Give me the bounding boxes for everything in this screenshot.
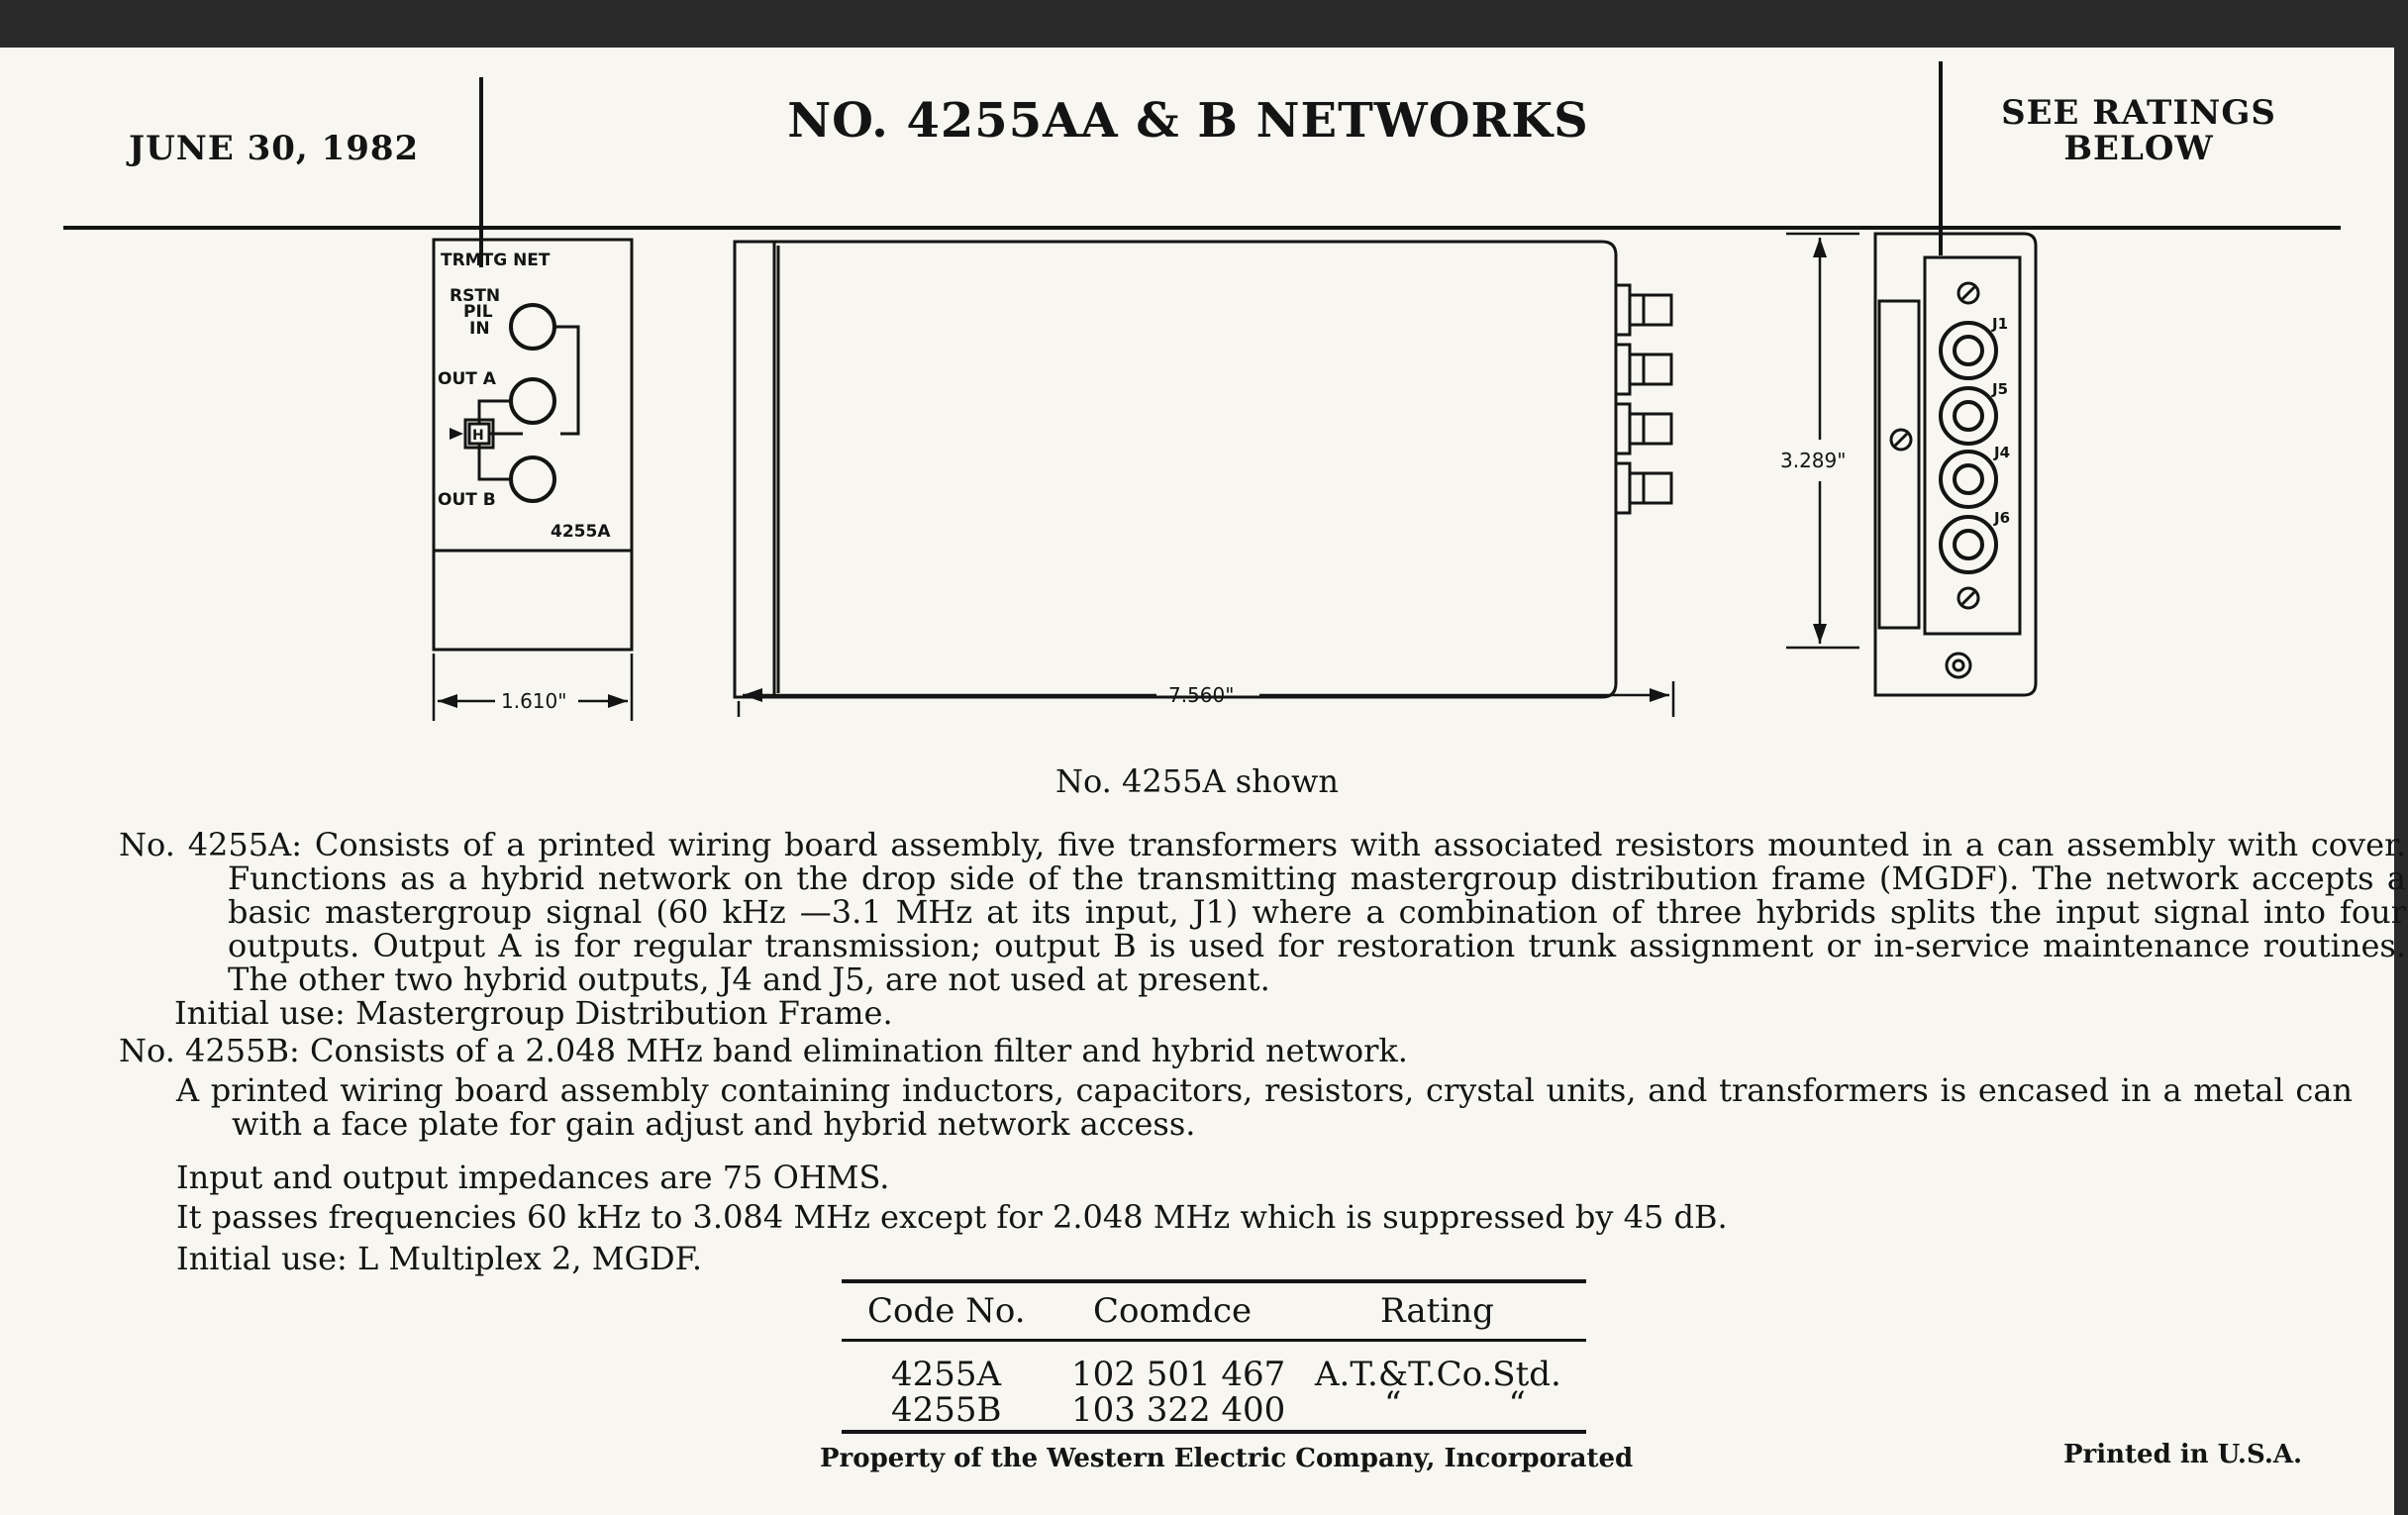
panel-jack1-label-2: PIL xyxy=(463,302,493,322)
technical-drawing xyxy=(0,48,2394,760)
description-4255b-text: Consists of a 2.048 MHz band elimination filter and hybrid network. xyxy=(309,1032,1408,1069)
table-header-code: Code No. xyxy=(867,1291,1026,1331)
description-4255a xyxy=(119,828,2406,996)
dimension-length: 7.560" xyxy=(1168,683,1235,707)
side-connectors xyxy=(1616,285,1671,513)
dimension-width: 1.610" xyxy=(501,689,567,713)
header-date: JUNE 30, 1982 xyxy=(129,129,420,168)
table-top-rule xyxy=(842,1279,1586,1283)
description-4255a-text: Consists of a printed wiring board assembly, five transformers with associated resistors mounted in a can assembly with cover. Functions as a hybrid network on the drop side of the transmitting mastergroup distribution frame (MGDF). The network accepts a basic mastergroup signal (60 kHz —3.1 MHz at its input, J1) where a combination of three hybrids splits the input signal into four outputs. Output A is for regular transmission; output B is used for restoration trunk assignment or in-service maintenance routines. The other two hybrid outputs, J4 and J5, are not used at present. xyxy=(228,826,2407,998)
jack-label-j6: J6 xyxy=(1994,509,2011,527)
table-bottom-rule xyxy=(842,1430,1586,1434)
table-header-rating: Rating xyxy=(1380,1291,1494,1331)
description-4255b-para2: Input and output impedances are 75 OHMS. xyxy=(176,1159,890,1196)
dimension-height: 3.289" xyxy=(1780,449,1847,472)
panel-jack3-label: OUT B xyxy=(438,490,496,510)
panel-jack2-label: OUT A xyxy=(438,369,496,389)
side-view xyxy=(735,242,1671,697)
jack-label-j1: J1 xyxy=(1992,315,2009,333)
table-header-comcode: Coomdce xyxy=(1093,1291,1253,1331)
panel-title: TRMTG NET xyxy=(441,251,551,270)
ratings-line-1: SEE RATINGS xyxy=(2001,93,2276,133)
table-cell-rating-2: “ “ xyxy=(1384,1384,1526,1424)
panel-model-label: 4255A xyxy=(551,522,611,542)
table-cell-code-1: 4255A xyxy=(891,1355,1002,1394)
description-4255b xyxy=(119,1034,2297,1067)
data-card xyxy=(0,48,2407,1515)
panel-hybrid-label: H xyxy=(472,428,484,444)
jack-label-j5: J5 xyxy=(1992,380,2009,398)
description-4255b-para3: It passes frequencies 60 kHz to 3.084 MHz except for 2.048 MHz which is suppressed by 45 dB. xyxy=(176,1198,1728,1236)
header-title: NO. 4255AA & B NETWORKS xyxy=(787,93,1589,149)
footer-printed: Printed in U.S.A. xyxy=(2063,1440,2303,1469)
table-cell-comcode-1: 102 501 467 xyxy=(1071,1355,1286,1394)
dimension-lines xyxy=(434,234,1859,721)
description-4255b-initial-use: Initial use: L Multiplex 2, MGDF. xyxy=(176,1240,703,1277)
table-cell-rating-1: A.T.&T.Co.Std. xyxy=(1315,1355,1561,1394)
table-header-rule xyxy=(842,1339,1586,1342)
footer-property: Property of the Western Electric Company, Incorporated xyxy=(820,1444,1634,1473)
description-4255a-label: No. 4255A: xyxy=(119,826,303,863)
arrowheads xyxy=(438,238,1827,708)
table-cell-code-2: 4255B xyxy=(891,1390,1002,1430)
jack-label-j4: J4 xyxy=(1994,444,2011,461)
end-view xyxy=(1875,234,2036,695)
codes-table xyxy=(842,1291,1586,1430)
description-4255b-label: No. 4255B: xyxy=(119,1032,300,1069)
description-4255b-para1: A printed wiring board assembly containing inductors, capacitors, resistors, crystal units, and transformers is encased in a metal can with a face plate for gain adjust and hybrid network access. xyxy=(176,1071,2353,1143)
ratings-line-2: BELOW xyxy=(2063,129,2214,168)
drawing-caption: No. 4255A shown xyxy=(1054,762,1340,800)
table-cell-comcode-2: 103 322 400 xyxy=(1071,1390,1286,1430)
panel-jack1-label-1: RSTN xyxy=(450,286,501,306)
description-4255a-initial-use: Initial use: Mastergroup Distribution Frame. xyxy=(174,994,893,1032)
panel-jack1-label-3: IN xyxy=(469,319,490,339)
